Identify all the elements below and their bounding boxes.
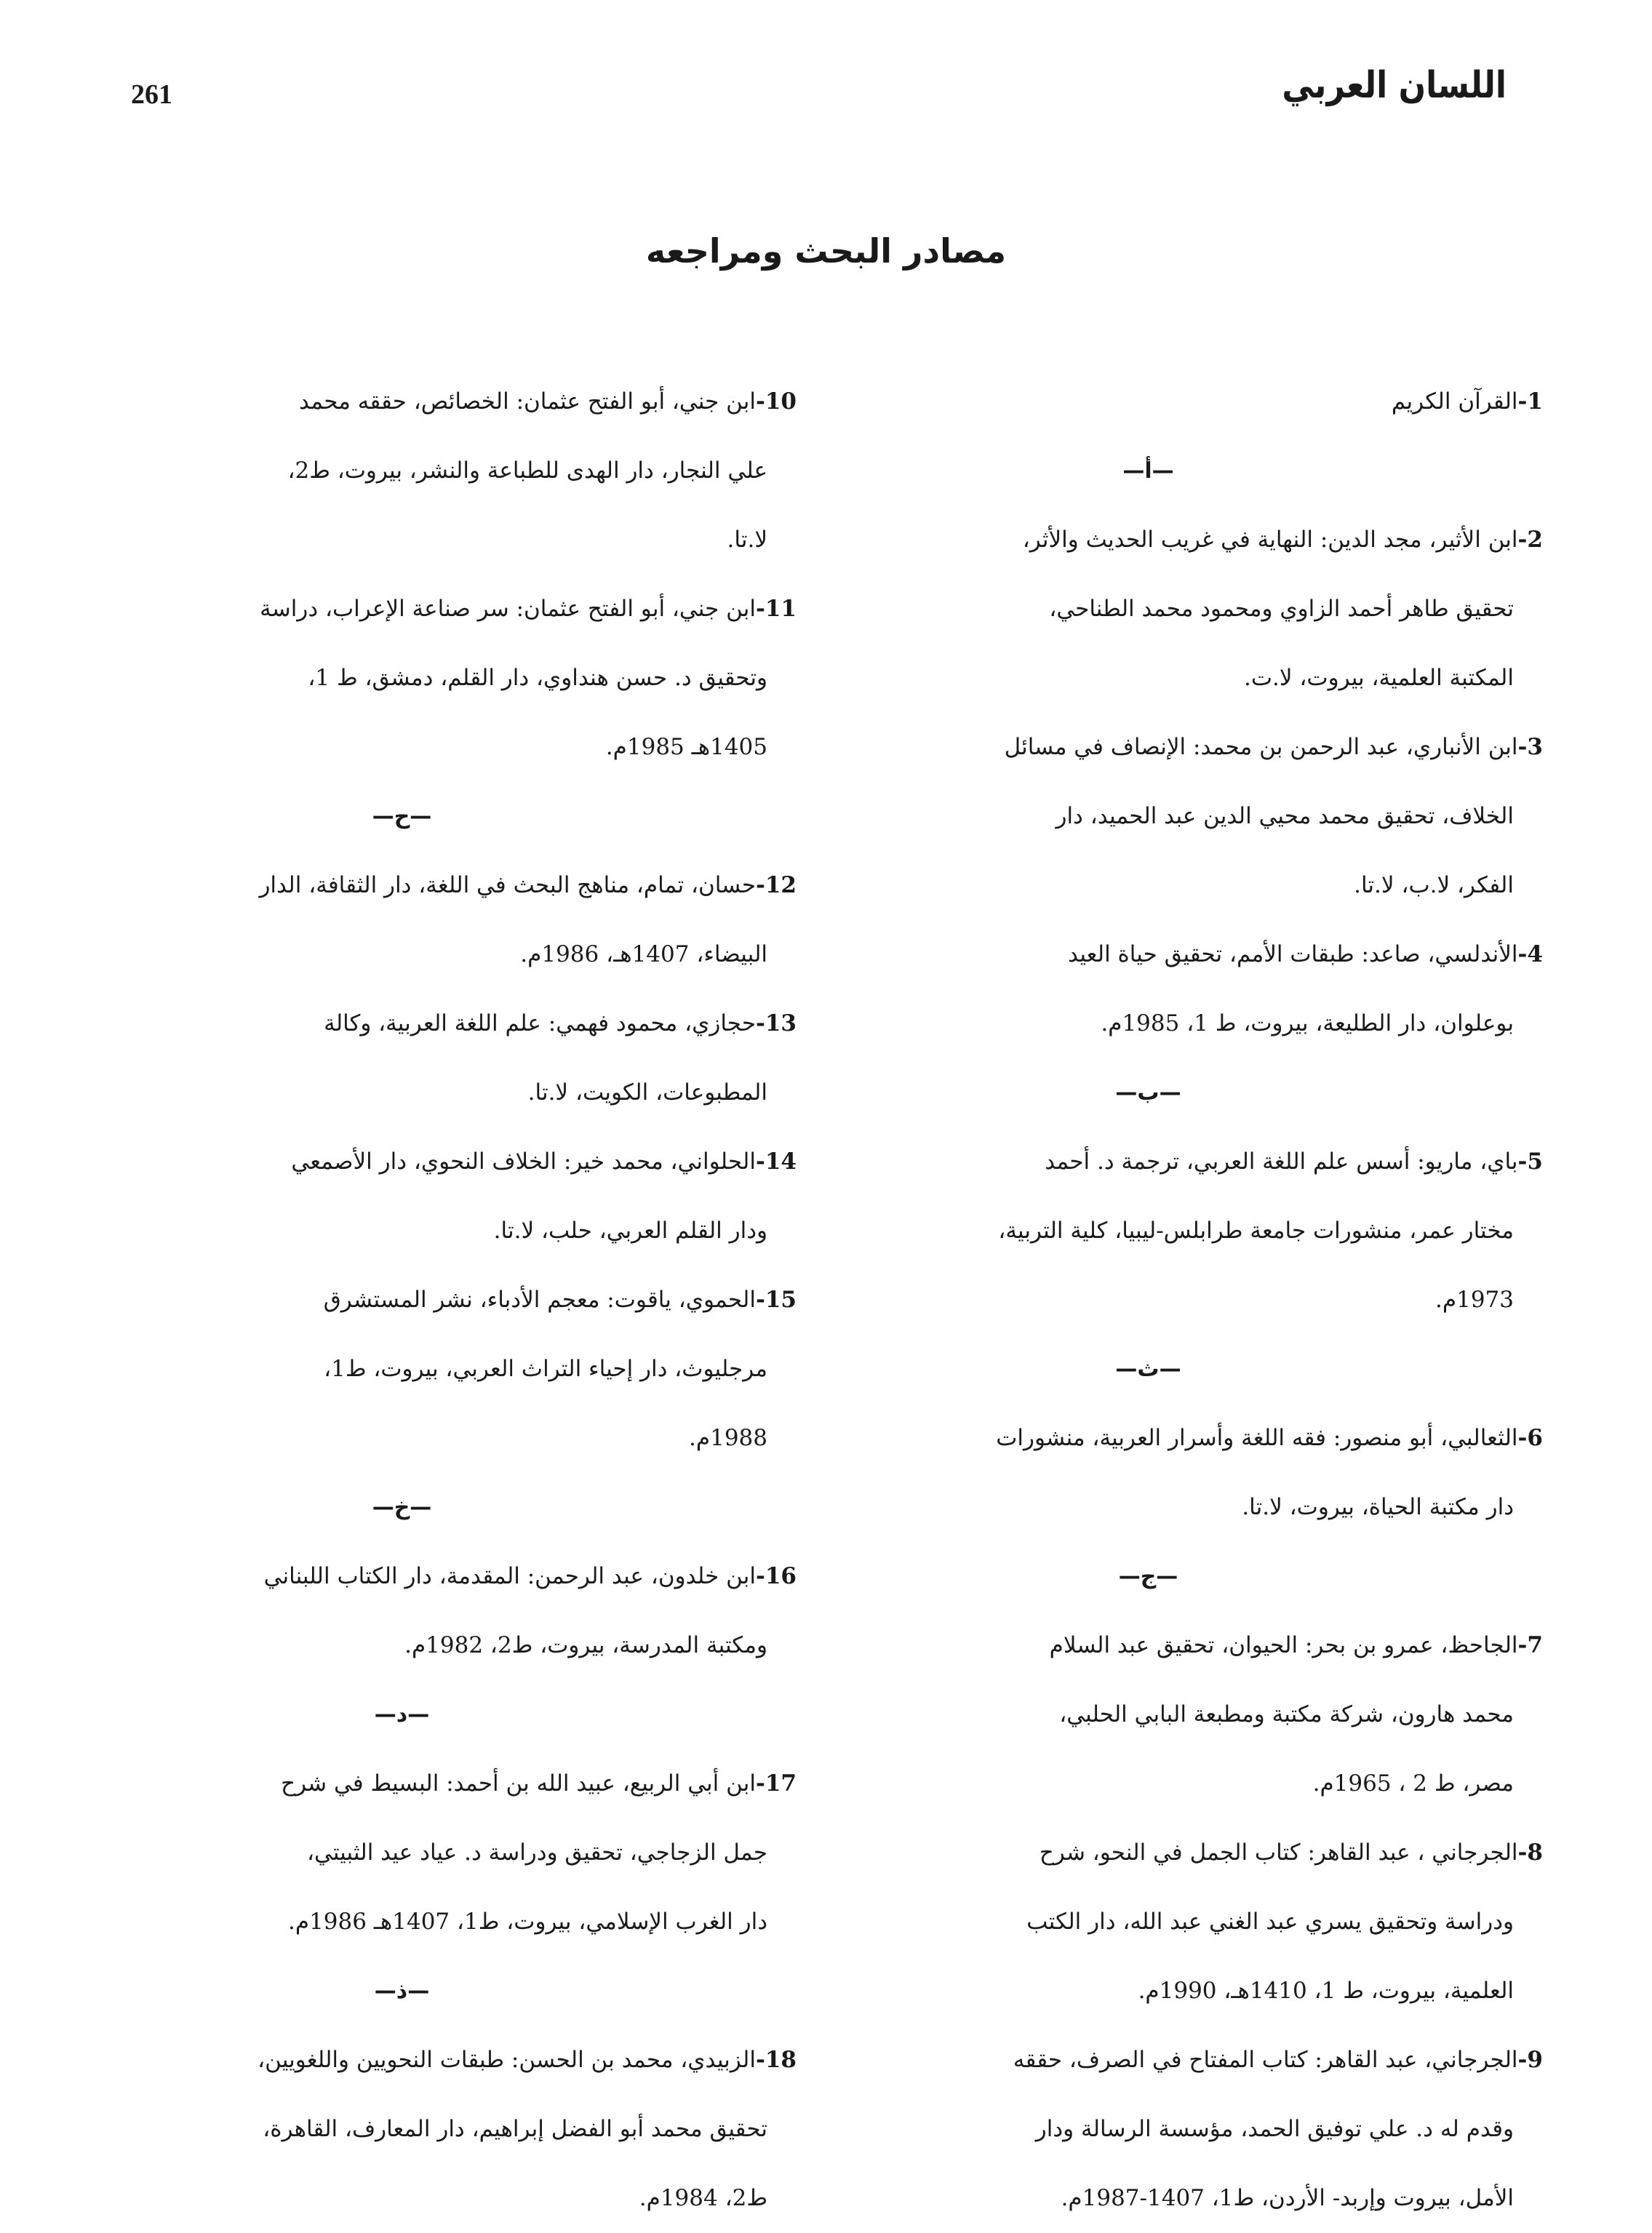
reference-first-line — [109, 1266, 797, 1335]
page-title: مصادر البحث ومراجعه — [645, 231, 1007, 271]
reference-text-line: الجاحظ، عمرو بن بحر: الحيوان، تحقيق عبد السلام — [1049, 1632, 1518, 1658]
reference-text-line: مرجليوث، دار إحياء التراث العربي، بيروت، ط1، — [324, 1356, 767, 1382]
reference-number: 18- — [755, 2047, 797, 2073]
reference-text-line: حجازي، محمود فهمي: علم اللغة العربية، وكالة — [324, 1010, 756, 1036]
reference-number: 9- — [1517, 2047, 1543, 2073]
reference-text-line: الجرجاني ، عبد القاهر: كتاب الجمل في النحو، شرح — [1039, 1839, 1518, 1866]
reference-text-line: دار الغرب الإسلامي، بيروت، ط1، 1407هـ 1986م. — [288, 1909, 767, 1935]
reference-number: 5- — [1517, 1149, 1543, 1175]
reference-text-line: ابن جني، أبو الفتح عثمان: سر صناعة الإعراب، دراسة — [260, 596, 756, 622]
reference-text-line: الجرجاني، عبد القاهر: كتاب المفتاح في الصرف، حققه — [1013, 2047, 1518, 2073]
reference-entry — [109, 1266, 797, 1473]
reference-first-line — [109, 2026, 797, 2095]
reference-first-line — [855, 1611, 1543, 1680]
reference-text-line: 1988م. — [689, 1425, 767, 1451]
reference-first-line — [109, 1749, 797, 1818]
reference-text-line: ابن الأثير، مجد الدين: النهاية في غريب الحديث والأثر، — [1022, 527, 1518, 553]
reference-number: 14- — [755, 1149, 797, 1175]
reference-number: 3- — [1517, 734, 1543, 760]
reference-text-line: محمد هارون، شركة مكتبة ومطبعة البابي الحلبي، — [1059, 1701, 1514, 1727]
reference-number: 17- — [755, 1770, 797, 1797]
reference-number: 8- — [1517, 1839, 1543, 1866]
reference-entry — [855, 2026, 1543, 2233]
reference-text-line: 1973م. — [1435, 1287, 1514, 1313]
reference-first-line — [109, 989, 797, 1058]
reference-entry — [109, 575, 797, 782]
reference-text-line: بوعلوان، دار الطليعة، بيروت، ط 1، 1985م. — [1101, 1010, 1514, 1036]
reference-entry — [855, 506, 1543, 713]
reference-text-line: باي، ماريو: أسس علم اللغة العربي، ترجمة د. أحمد — [1045, 1149, 1518, 1175]
section-letter-divider: —خ— — [372, 1495, 432, 1520]
section-letter-divider: —ب— — [1115, 1080, 1181, 1106]
reference-number: 10- — [755, 388, 797, 415]
reference-first-line — [109, 1127, 797, 1197]
reference-number: 2- — [1517, 527, 1543, 553]
reference-text-line: الثعالبي، أبو منصور: فقه اللغة وأسرار العربية، منشورات — [996, 1425, 1518, 1451]
reference-entry — [109, 989, 797, 1127]
reference-entry — [109, 851, 797, 989]
reference-text-line: ابن أبي الربيع، عبيد الله بن أحمد: البسيط في شرح — [281, 1770, 756, 1797]
reference-text-line: ودار القلم العربي، حلب، لا.تا. — [493, 1218, 767, 1244]
reference-first-line — [109, 851, 797, 920]
reference-text-line: البيضاء، 1407هـ، 1986م. — [520, 941, 767, 967]
section-letter-divider: —د— — [374, 1702, 430, 1727]
reference-number: 12- — [755, 872, 797, 898]
reference-text-line: مختار عمر، منشورات جامعة طرابلس-ليبيا، كلية التربية، — [998, 1218, 1514, 1244]
reference-entry — [855, 367, 1543, 436]
reference-entry — [855, 1127, 1543, 1335]
reference-entry — [109, 1749, 797, 1957]
reference-number: 16- — [755, 1563, 797, 1589]
reference-text-line: مصر، ط 2 ، 1965م. — [1312, 1770, 1514, 1797]
reference-number: 4- — [1517, 941, 1543, 967]
reference-first-line — [855, 1818, 1543, 1888]
reference-text-line: دار مكتبة الحياة، بيروت، لا.تا. — [1242, 1494, 1514, 1520]
reference-number: 15- — [755, 1287, 797, 1313]
reference-text-line: ابن الأنباري، عبد الرحمن بن محمد: الإنصاف في مسائل — [1004, 734, 1518, 760]
reference-text-line: تحقيق محمد أبو الفضل إبراهيم، دار المعارف، القاهرة، — [263, 2116, 767, 2142]
section-letter-divider: —أ— — [1122, 458, 1174, 484]
reference-text-line: لا.تا. — [727, 527, 767, 553]
reference-first-line — [855, 1127, 1543, 1197]
reference-number: 13- — [755, 1010, 797, 1036]
reference-text-line: الزبيدي، محمد بن الحسن: طبقات النحويين واللغويين، — [258, 2047, 756, 2073]
reference-text-line: تحقيق طاهر أحمد الزاوي ومحمود محمد الطناحي، — [1049, 596, 1514, 622]
reference-text-line: ومكتبة المدرسة، بيروت، ط2، 1982م. — [404, 1632, 767, 1658]
reference-entry — [109, 1542, 797, 1680]
reference-entry — [855, 1404, 1543, 1542]
reference-first-line — [109, 575, 797, 644]
reference-first-line — [855, 713, 1543, 782]
reference-entry — [109, 1127, 797, 1266]
reference-text-line: حسان، تمام، مناهج البحث في اللغة، دار الثقافة، الدار — [259, 872, 756, 898]
reference-entry — [855, 1818, 1543, 2026]
reference-first-line — [855, 2026, 1543, 2095]
reference-text-line: علي النجار، دار الهدى للطباعة والنشر، بيروت، ط2، — [287, 458, 767, 484]
section-letter-divider: —ذ— — [374, 1978, 430, 2004]
reference-number: 11- — [755, 596, 797, 622]
reference-text-line: العلمية، بيروت، ط 1، 1410هـ، 1990م. — [1138, 1978, 1514, 2004]
reference-entry — [109, 367, 797, 575]
journal-logo: اللسان العربي — [1282, 64, 1507, 107]
section-letter-divider: —ح— — [372, 804, 432, 829]
section-letter-divider: —ث— — [1115, 1357, 1181, 1382]
reference-text-line: الفكر، لا.ب، لا.تا. — [1354, 872, 1514, 898]
reference-text-line: القرآن الكريم — [1391, 388, 1518, 415]
reference-number: 7- — [1517, 1632, 1543, 1658]
reference-text-line: 1405هـ 1985م. — [605, 734, 767, 760]
reference-entry — [855, 1611, 1543, 1818]
reference-text-line: الحلواني، محمد خير: الخلاف النحوي، دار الأصمعي — [291, 1149, 756, 1175]
reference-first-line — [109, 367, 797, 436]
reference-text-line: الخلاف، تحقيق محمد محيي الدين عبد الحميد، دار — [1056, 803, 1514, 829]
reference-text-line: المطبوعات، الكويت، لا.تا. — [527, 1079, 767, 1106]
reference-first-line — [855, 506, 1543, 575]
reference-first-line — [855, 367, 1543, 436]
page-number: 261 — [131, 79, 172, 110]
reference-first-line — [855, 1404, 1543, 1473]
reference-text-line: ودراسة وتحقيق يسري عبد الغني عبد الله، دار الكتب — [1026, 1909, 1514, 1935]
references-left-column — [109, 367, 797, 2233]
reference-entry — [109, 2026, 797, 2233]
reference-text-line: جمل الزجاجي، تحقيق ودراسة د. عياد عيد الثبيتي، — [306, 1839, 767, 1866]
reference-entry — [855, 920, 1543, 1058]
reference-text-line: الأمل، بيروت وإربد- الأردن، ط1، 1407-1987م. — [1061, 2185, 1514, 2211]
reference-text-line: المكتبة العلمية، بيروت، لا.ت. — [1244, 665, 1514, 691]
reference-text-line: وقدم له د. علي توفيق الحمد، مؤسسة الرسالة ودار — [1035, 2116, 1514, 2142]
reference-number: 1- — [1517, 388, 1543, 415]
reference-first-line — [855, 920, 1543, 989]
reference-text-line: وتحقيق د. حسن هنداوي، دار القلم، دمشق، ط 1، — [308, 665, 767, 691]
reference-number: 6- — [1517, 1425, 1543, 1451]
reference-entry — [855, 713, 1543, 920]
reference-text-line: الحموي، ياقوت: معجم الأدباء، نشر المستشرق — [323, 1287, 756, 1313]
section-letter-divider: —ج— — [1118, 1564, 1178, 1589]
reference-text-line: الأندلسي، صاعد: طبقات الأمم، تحقيق حياة العيد — [1068, 941, 1518, 967]
reference-text-line: ابن خلدون، عبد الرحمن: المقدمة، دار الكتاب اللبناني — [263, 1563, 756, 1589]
references-right-column — [855, 367, 1543, 2233]
reference-first-line — [109, 1542, 797, 1611]
reference-text-line: ط2، 1984م. — [639, 2185, 767, 2211]
reference-text-line: ابن جني، أبو الفتح عثمان: الخصائص، حققه محمد — [299, 388, 756, 415]
